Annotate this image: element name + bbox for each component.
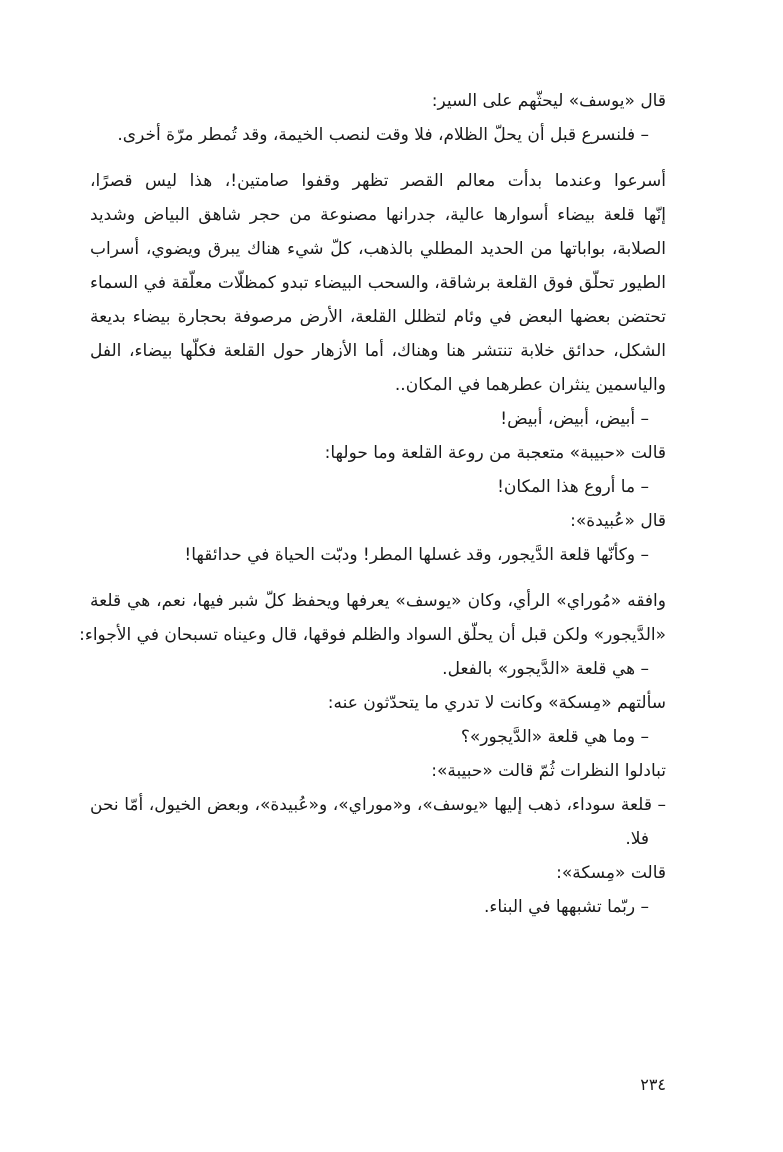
paragraph-line: «الدَّيجور» ولكن قبل أن يحلّق السواد والظلم فوقها، قال وعيناه تسبحان في الأجواء: bbox=[79, 625, 666, 645]
paragraph-line: والياسمين ينثران عطرهما في المكان.. bbox=[394, 375, 666, 395]
paragraph-line: الشكل، حدائق خلابة تنتشر هنا وهناك، أما الأزهار حول القلعة فكلّها بيضاء، الفل bbox=[90, 341, 666, 361]
dialogue-line: – أبيض، أبيض، أبيض! bbox=[500, 409, 649, 429]
dialogue-line: – هي قلعة «الدَّيجور» بالفعل. bbox=[442, 659, 649, 679]
text-line: قالت «حبيبة» متعجبة من روعة القلعة وما حولها: bbox=[324, 443, 666, 463]
dialogue-line: – قلعة سوداء، ذهب إليها «يوسف»، و«موراي»، و«عُبيدة»، وبعض الخيول، أمّا نحن bbox=[90, 795, 666, 815]
paragraph-line: الصلابة، بواباتها من الحديد المطلي بالذهب، كلّ شيء هناك يبرق ويضوي، أسراب bbox=[90, 239, 666, 259]
page-number: ٢٣٤ bbox=[640, 1075, 666, 1094]
text-line: قالت «مِسكة»: bbox=[556, 863, 666, 883]
paragraph-line: أسرعوا وعندما بدأت معالم القصر تظهر وقفوا صامتين!، هذا ليس قصرًا، bbox=[90, 171, 666, 191]
text-line: تبادلوا النظرات ثُمّ قالت «حبيبة»: bbox=[431, 761, 666, 781]
dialogue-line: – فلنسرع قبل أن يحلّ الظلام، فلا وقت لنصب الخيمة، وقد تُمطر مرّة أخرى. bbox=[117, 125, 649, 145]
paragraph-line: الطيور تحلّق فوق القلعة برشاقة، والسحب البيضاء تبدو كمظلّات معلّقة في السماء bbox=[90, 273, 666, 293]
text-line: قال «يوسف» ليحثّهم على السير: bbox=[431, 91, 666, 111]
text-line: قال «عُبيدة»: bbox=[570, 511, 666, 531]
paragraph-line: تحتضن بعضها البعض في وئام لتظلل القلعة، الأرض مرصوفة بحجارة بيضاء بديعة bbox=[90, 307, 666, 327]
text-line: سألتهم «مِسكة» وكانت لا تدري ما يتحدّثون عنه: bbox=[327, 693, 666, 713]
dialogue-line: – وما هي قلعة «الدَّيجور»؟ bbox=[460, 727, 649, 747]
page-body bbox=[79, 84, 666, 924]
paragraph-line: إنّها قلعة بيضاء أسوارها عالية، جدرانها مصنوعة من حجر شاهق البياض وشديد bbox=[90, 205, 666, 225]
dialogue-line: – ربّما تشبهها في البناء. bbox=[484, 897, 649, 917]
dialogue-line: فلا. bbox=[625, 829, 649, 849]
dialogue-line: – ما أروع هذا المكان! bbox=[497, 477, 649, 497]
paragraph-line: وافقه «مُوراي» الرأي، وكان «يوسف» يعرفها ويحفظ كلّ شبر فيها، نعم، هي قلعة bbox=[90, 591, 666, 611]
dialogue-line: – وكأنّها قلعة الدَّيجور، وقد غسلها المطر! ودبّت الحياة في حدائقها! bbox=[184, 545, 649, 565]
